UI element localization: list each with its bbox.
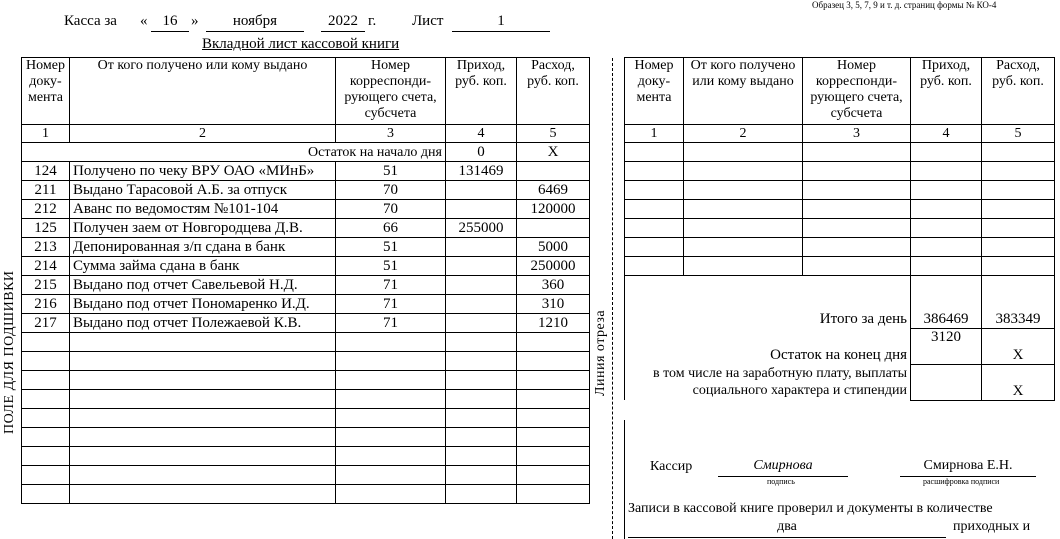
cashier-name: Смирнова Е.Н. <box>900 458 1036 477</box>
desc-cell: Сумма займа сдана в банк <box>70 257 336 276</box>
account-cell: 51 <box>336 238 446 257</box>
name-caption: расшифровка подписи <box>923 477 1000 486</box>
account-cell: 70 <box>336 200 446 219</box>
income-cell <box>446 314 517 333</box>
opening-balance-row <box>22 143 590 162</box>
table-row <box>22 162 590 181</box>
right-ledger-table <box>624 57 1055 401</box>
col-doc-no: Номер доку-мента <box>625 58 684 125</box>
expense-cell <box>517 162 590 181</box>
account-cell: 71 <box>336 276 446 295</box>
col-expense: Расход, руб. коп. <box>517 58 590 125</box>
income-cell <box>446 238 517 257</box>
empty-row <box>625 257 1055 276</box>
table-row <box>22 200 590 219</box>
expense-cell: 250000 <box>517 257 590 276</box>
salary-row <box>625 364 1055 400</box>
doc-cell: 212 <box>22 200 70 219</box>
col-number: 2 <box>70 125 336 143</box>
account-cell: 66 <box>336 219 446 238</box>
table-row <box>22 219 590 238</box>
expense-cell: 6469 <box>517 181 590 200</box>
empty-row <box>22 333 590 352</box>
doc-cell: 217 <box>22 314 70 333</box>
binding-field-label: ПОЛЕ ДЛЯ ПОДШИВКИ <box>2 270 17 434</box>
cashier-label: Кассир <box>650 459 693 474</box>
col-account: Номер корреспонди-рующего счета, субсчета <box>336 58 446 125</box>
empty-row <box>625 181 1055 200</box>
salary-label-line2: социального характера и стипендии <box>692 383 907 398</box>
footer-line1: Записи в кассовой книге проверил и документы в количестве <box>628 501 993 516</box>
daily-total-income: 386469 <box>911 276 982 329</box>
column-number-row <box>22 125 590 143</box>
footer-line2-end: приходных и <box>953 519 1031 534</box>
col-income: Приход, руб. коп. <box>911 58 982 125</box>
empty-row <box>22 371 590 390</box>
closing-income: 3120 <box>911 328 982 364</box>
salary-label-line1: в том числе на заработную плату, выплаты <box>653 366 907 381</box>
desc-cell: Выдано Тарасовой А.Б. за отпуск <box>70 181 336 200</box>
table-row <box>22 295 590 314</box>
empty-row <box>625 143 1055 162</box>
desc-cell: Получен заем от Новгородцева Д.В. <box>70 219 336 238</box>
desc-cell: Выдано под отчет Савельевой Н.Д. <box>70 276 336 295</box>
table-row <box>22 314 590 333</box>
col-number: 5 <box>982 125 1055 143</box>
sheet-number: 1 <box>452 13 550 32</box>
expense-cell: 310 <box>517 295 590 314</box>
doc-cell: 211 <box>22 181 70 200</box>
empty-row <box>625 219 1055 238</box>
form-reference: Образец 3, 5, 7, 9 и т. д. страниц формы № КО-4 <box>812 0 997 10</box>
header-row <box>625 58 1055 125</box>
empty-row <box>22 390 590 409</box>
daily-total-expense: 383349 <box>982 276 1055 329</box>
closing-balance-label: Остаток на конец дня <box>625 328 911 364</box>
left-ledger-table <box>21 57 590 504</box>
cashier-signature: Смирнова <box>718 458 848 477</box>
col-number: 4 <box>911 125 982 143</box>
col-from-to: От кого получено или кому выдано <box>684 58 803 125</box>
salary-expense: X <box>982 364 1055 400</box>
salary-income <box>911 364 982 400</box>
expense-cell: 1210 <box>517 314 590 333</box>
expense-cell: 120000 <box>517 200 590 219</box>
income-cell <box>446 181 517 200</box>
right-section-border <box>624 420 625 539</box>
col-doc-no: Номер доку-мента <box>22 58 70 125</box>
kassa-label: Касса за <box>64 13 117 29</box>
quote-close: » <box>191 13 199 29</box>
expense-cell: 5000 <box>517 238 590 257</box>
empty-row <box>22 409 590 428</box>
col-number: 4 <box>446 125 517 143</box>
daily-total-label: Итого за день <box>625 276 911 329</box>
opening-expense: X <box>517 143 590 162</box>
income-cell: 131469 <box>446 162 517 181</box>
empty-row <box>22 466 590 485</box>
opening-balance-label: Остаток на начало дня <box>22 143 446 162</box>
doc-cell: 124 <box>22 162 70 181</box>
desc-cell: Выдано под отчет Пономаренко И.Д. <box>70 295 336 314</box>
col-income: Приход, руб. коп. <box>446 58 517 125</box>
closing-balance-row <box>625 328 1055 364</box>
empty-row <box>22 485 590 504</box>
table-row <box>22 238 590 257</box>
empty-row <box>625 200 1055 219</box>
month-field: ноября <box>206 13 304 32</box>
account-cell: 70 <box>336 181 446 200</box>
empty-row <box>625 238 1055 257</box>
col-number: 1 <box>22 125 70 143</box>
doc-cell: 215 <box>22 276 70 295</box>
empty-row <box>625 162 1055 181</box>
empty-row <box>22 447 590 466</box>
account-cell: 71 <box>336 295 446 314</box>
col-number: 2 <box>684 125 803 143</box>
doc-cell: 213 <box>22 238 70 257</box>
income-cell <box>446 276 517 295</box>
table-row <box>22 181 590 200</box>
col-number: 3 <box>803 125 911 143</box>
empty-row <box>22 352 590 371</box>
doc-cell: 214 <box>22 257 70 276</box>
header-row <box>22 58 590 125</box>
table-row <box>22 257 590 276</box>
account-cell: 51 <box>336 257 446 276</box>
col-number: 5 <box>517 125 590 143</box>
col-account: Номер корреспонди-рующего счета, субсчета <box>803 58 911 125</box>
account-cell: 51 <box>336 162 446 181</box>
income-cell <box>446 257 517 276</box>
income-cell <box>446 295 517 314</box>
day-field: 16 <box>151 13 189 32</box>
table-row <box>22 276 590 295</box>
col-expense: Расход, руб. коп. <box>982 58 1055 125</box>
expense-cell <box>517 219 590 238</box>
doc-cell: 125 <box>22 219 70 238</box>
expense-cell: 360 <box>517 276 590 295</box>
col-number: 3 <box>336 125 446 143</box>
opening-income: 0 <box>446 143 517 162</box>
income-cell: 255000 <box>446 219 517 238</box>
desc-cell: Депонированная з/п сдана в банк <box>70 238 336 257</box>
col-from-to: От кого получено или кому выдано <box>70 58 336 125</box>
salary-label <box>625 364 911 400</box>
signature-caption: подпись <box>767 477 795 486</box>
doc-cell: 216 <box>22 295 70 314</box>
desc-cell: Получено по чеку ВРУ ОАО «МИнБ» <box>70 162 336 181</box>
sheet-label: Лист <box>412 13 444 29</box>
desc-cell: Аванс по ведомостям №101-104 <box>70 200 336 219</box>
cut-line <box>612 58 613 539</box>
quote-open: « <box>140 13 148 29</box>
page-subtitle: Вкладной лист кассовой книги <box>202 36 400 52</box>
empty-row <box>22 428 590 447</box>
desc-cell: Выдано под отчет Полежаевой К.В. <box>70 314 336 333</box>
year-suffix: г. <box>368 13 377 29</box>
column-number-row <box>625 125 1055 143</box>
account-cell: 71 <box>336 314 446 333</box>
income-cell <box>446 200 517 219</box>
cut-line-label: Линия отреза <box>593 309 608 396</box>
col-number: 1 <box>625 125 684 143</box>
daily-total-row <box>625 276 1055 329</box>
footer-count: два <box>628 519 946 538</box>
year-field: 2022 <box>321 13 365 32</box>
closing-expense: X <box>982 328 1055 364</box>
